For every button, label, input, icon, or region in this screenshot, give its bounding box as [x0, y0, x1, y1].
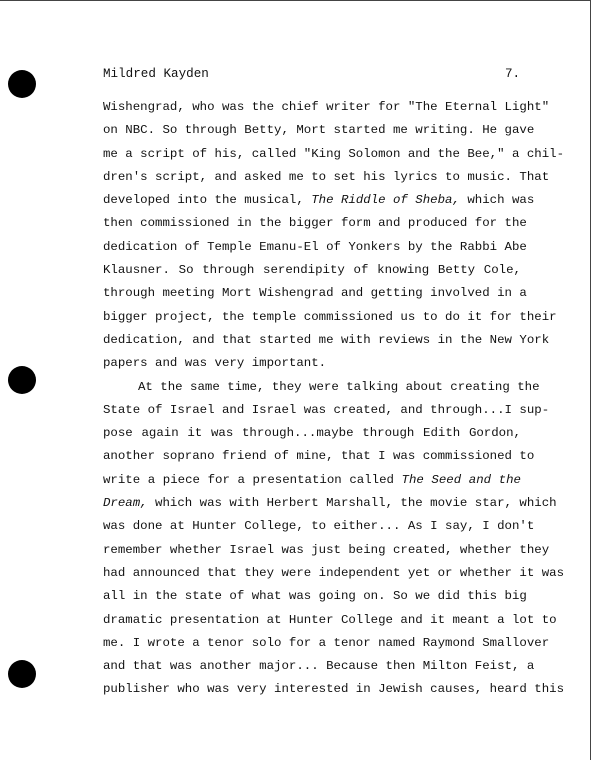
- text-line-with-title: [103, 469, 521, 492]
- text-line: pose again it was through...maybe through Edith Gordon,: [103, 426, 521, 441]
- text-line: dedication, and that started me with reviews in the New York: [103, 332, 550, 347]
- text-line: At the same time, they were talking about creating the: [138, 379, 540, 394]
- text-line: dren's script, and asked me to set his lyrics to music. That: [103, 169, 550, 184]
- text-line-with-title: [103, 492, 557, 515]
- paragraph-1: [103, 96, 565, 376]
- text-line: Wishengrad, who was the chief writer for "The Eternal Light": [103, 100, 550, 114]
- punch-hole-bottom: [8, 660, 36, 688]
- paragraph-2: [103, 376, 565, 702]
- page-edge-top: [0, 0, 591, 1]
- text-line: was done at Hunter College, to either... As I say, I don't: [103, 519, 535, 534]
- text-fragment: write a piece for a presentation called: [103, 472, 402, 487]
- text-line: all in the state of what was going on. So we did this big: [103, 589, 527, 604]
- text-line: had announced that they were independent yet or whether it was: [103, 565, 565, 580]
- text-line: papers and was very important.: [103, 356, 327, 371]
- text-line: another soprano friend of mine, that I was commissioned to: [103, 449, 535, 464]
- text-line: through meeting Mort Wishengrad and getting involved in a: [103, 286, 527, 301]
- header-name: Mildred Kayden: [103, 67, 209, 81]
- work-title: Dream,: [103, 496, 148, 511]
- text-line: State of Israel and Israel was created, and through...I sup-: [103, 402, 550, 417]
- header-page-number: 7.: [505, 67, 521, 81]
- text-fragment: which was with Herbert Marshall, the movie star, which: [147, 496, 557, 511]
- text-line: remember whether Israel was just being created, whether they: [103, 542, 550, 557]
- text-line: and that was another major... Because then Milton Feist, a: [103, 659, 535, 674]
- text-fragment: which was: [459, 193, 535, 208]
- text-line: me. I wrote a tenor solo for a tenor named Raymond Smallover: [103, 635, 550, 650]
- punch-hole-middle: [8, 366, 36, 394]
- text-line: then commissioned in the bigger form and produced for the: [103, 216, 527, 231]
- punch-hole-top: [8, 70, 36, 98]
- text-fragment: developed into the musical,: [103, 193, 312, 208]
- text-line: dramatic presentation at Hunter College and it meant a lot to: [103, 612, 557, 627]
- text-line: bigger project, the temple commissioned us to do it for their: [103, 309, 557, 324]
- work-title: The Riddle of Sheba,: [311, 193, 460, 208]
- text-line: me a script of his, called "King Solomon and the Bee," a chil-: [103, 146, 565, 161]
- body-text: [103, 96, 565, 702]
- text-line: dedication of Temple Emanu-El of Yonkers by the Rabbi Abe: [103, 239, 527, 254]
- text-line: publisher who was very interested in Jewish causes, heard this: [103, 682, 565, 697]
- text-line: on NBC. So through Betty, Mort started me writing. He gave: [103, 123, 535, 138]
- work-title: The Seed and the: [401, 472, 521, 487]
- text-line-with-title: [103, 189, 535, 212]
- text-line: Klausner. So through serendipity of knowing Betty Cole,: [103, 263, 521, 278]
